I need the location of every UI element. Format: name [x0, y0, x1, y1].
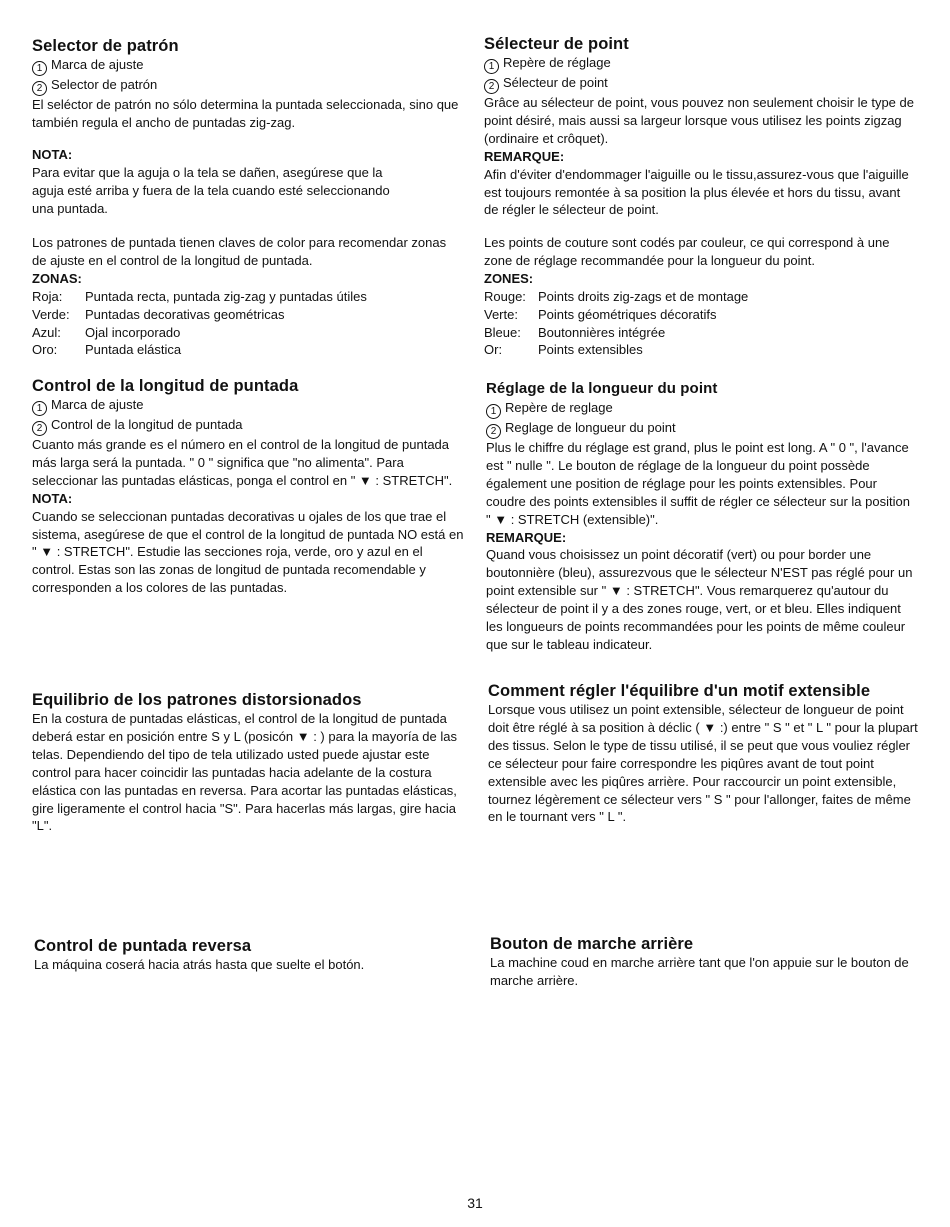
- fr-length-item-1: 1 Repère de reglage: [486, 399, 918, 419]
- fr-zone-row: Rouge: Points droits zig-zags et de montage: [484, 288, 749, 304]
- es-selector-section: [32, 36, 464, 217]
- fr-zone-row: Bleue: Boutonnières intégrée: [484, 324, 666, 340]
- es-selector-item-1: 1 Marca de ajuste: [32, 56, 464, 76]
- fr-selector-body: Grâce au sélecteur de point, vous pouvez non seulement choisir le type de point désiré, mais aussi sa largeur lorsque vous utilisez les points zigzag (ordinaire et crôquet).: [484, 95, 914, 146]
- fr-zone-row: Or: Points extensibles: [484, 342, 643, 358]
- fr-reverse-section: [490, 934, 922, 990]
- es-length-item-2: 2 Control de la longitud de puntada: [32, 416, 464, 436]
- fr-reverse-title: Bouton de marche arrière: [490, 935, 694, 953]
- es-selector-nota-label: NOTA:: [32, 146, 73, 162]
- circled-number-2: 2: [484, 79, 499, 94]
- fr-selector-item-1: 1 Repère de réglage: [484, 54, 916, 74]
- circled-number-2: 2: [32, 421, 47, 436]
- fr-selector-remarque-label: REMARQUE:: [484, 148, 565, 164]
- es-zone-row: Azul: Ojal incorporado: [32, 324, 181, 340]
- circled-number-1: 1: [486, 404, 501, 419]
- fr-zones-intro: Les points de couture sont codés par couleur, ce qui correspond à une zone de réglage recommandée pour la longueur du point.: [484, 235, 890, 268]
- fr-length-title: Réglage de la longueur du point: [486, 380, 718, 397]
- circled-number-1: 1: [32, 401, 47, 416]
- circled-number-1: 1: [484, 59, 499, 74]
- es-zone-row: Roja: Puntada recta, puntada zig-zag y puntadas útiles: [32, 288, 367, 304]
- fr-length-item-2: 2 Reglage de longueur du point: [486, 419, 918, 439]
- es-length-nota: Cuando se seleccionan puntadas decorativas u ojales de los que trae el sistema, asegúrese de que el control de la longitud de puntada NO está en " ▼ : STRETCH". Estudie las secciones roja, verde, oro y azul en el control. Estas son las zonas de longitud de puntada recomendable y corresponden a los colores de las puntadas.: [32, 508, 464, 596]
- es-zones-label: ZONAS:: [32, 270, 82, 286]
- page-number: 31: [467, 1195, 483, 1211]
- es-length-section: [32, 376, 464, 597]
- es-length-title: Control de la longitud de puntada: [32, 377, 299, 395]
- es-selector-title: Selector de patrón: [32, 37, 179, 55]
- es-length-nota-label: NOTA:: [32, 490, 73, 506]
- es-selector-item-2: 2 Selector de patrón: [32, 76, 464, 96]
- fr-length-body: Plus le chiffre du réglage est grand, plus le point est long. A " 0 ", l'avance est " nulle ". Le bouton de réglage de la longueur du point possède également une position de réglage pour les points extensibles. Pour coudre des points extensibles il suffit de régler ce sélecteur sur la position " ▼ : STRETCH (extensible)".: [486, 440, 910, 527]
- fr-selector-title: Sélecteur de point: [484, 35, 629, 53]
- fr-balance-title: Comment régler l'équilibre d'un motif extensible: [488, 682, 871, 700]
- fr-reverse-body: La machine coud en marche arrière tant que l'on appuie sur le bouton de marche arrière.: [490, 955, 909, 988]
- es-balance-body: En la costura de puntadas elásticas, el control de la longitud de puntada deberá estar en posición entre S y L (posicón ▼ : ) para la mayoría de las telas. Dependiendo del tipo de tela utilizado usted puede ajustar este control para hacer coincidir las puntadas hacia adelante de la costura elástica con las puntadas en reversa. Para acortar las puntadas elásticas, gire ligeramente el control hacia "S". Para hacerlas más largas, gire hacia "L".: [32, 711, 457, 834]
- circled-number-2: 2: [486, 424, 501, 439]
- circled-number-2: 2: [32, 81, 47, 96]
- es-reverse-body: La máquina coserá hacia atrás hasta que suelte el botón.: [34, 957, 365, 972]
- fr-selector-section: [484, 34, 916, 219]
- fr-balance-body: Lorsque vous utilisez un point extensible, sélecteur de longueur de point doit être réglé à sa position à déclic ( ▼ :) entre " S " et " L " pour la plupart des tissus. Selon le type de tissu utilisé, il se peut que vous vouliez régler ce sélecteur pour faire correspondre les piqûres avant de tout point extensible avec les piqûres arrière. Pour raccourcir un point extensible, tournez légèrement ce sélecteur vers " S " pour l'allonger, faites de même en le tournant vers " L ".: [488, 702, 918, 825]
- fr-zones-section: [484, 234, 916, 359]
- es-length-item-1: 1 Marca de ajuste: [32, 396, 464, 416]
- es-zones-intro: Los patrones de puntada tienen claves de color para recomendar zonas de ajuste en el control de la longitud de puntada.: [32, 235, 447, 268]
- es-reverse-section: [34, 936, 466, 974]
- es-reverse-title: Control de puntada reversa: [34, 937, 252, 955]
- fr-length-remarque-label: REMARQUE:: [486, 529, 567, 545]
- es-balance-title: Equilibrio de los patrones distorsionados: [32, 691, 362, 709]
- fr-length-remarque: Quand vous choisissez un point décoratif (vert) ou pour border une boutonnière (bleu), assurezvous que le sélecteur N'EST pas réglé pour un point extensible sur " ▼ : STRETCH". Vous remarquerez qu'autour du sélecteur de point il y a des zones rouge, vert, or et bleu. Elles indiquent les longueurs de points recommandées pour les points de même couleur que sur le tableau indicateur.: [486, 547, 913, 652]
- es-zone-row: Verde: Puntadas decorativas geométricas: [32, 306, 285, 322]
- es-selector-body: El seléctor de patrón no sólo determina la puntada seleccionada, sino que también regula el ancho de puntadas zig-zag.: [32, 97, 459, 130]
- fr-zone-row: Verte: Points géométriques décoratifs: [484, 306, 717, 322]
- fr-balance-section: [488, 681, 920, 826]
- es-length-body: Cuanto más grande es el número en el control de la longitud de puntada más larga será la puntada. " 0 " significa que "no alimenta". Para seleccionar las puntadas elásticas, ponga el control en " ▼ : STRETCH".: [32, 437, 453, 488]
- fr-selector-item-2: 2 Sélecteur de point: [484, 74, 916, 94]
- es-zone-row: Oro: Puntada elástica: [32, 342, 182, 358]
- circled-number-1: 1: [32, 61, 47, 76]
- es-balance-section: [32, 690, 464, 835]
- fr-zones-label: ZONES:: [484, 270, 534, 286]
- fr-selector-remarque: Afin d'éviter d'endommager l'aiguille ou le tissu,assurez-vous que l'aiguille est toujours remontée à sa position la plus élevée et hors du tissu, avant de régler le sélecteur de point.: [484, 166, 909, 218]
- es-zones-section: [32, 234, 464, 359]
- es-selector-nota: Para evitar que la aguja o la tela se dañen, asegúrese que la aguja esté arriba y fuera de la tela cuando esté seleccionando una puntada.: [32, 164, 390, 216]
- fr-length-section: [486, 379, 918, 654]
